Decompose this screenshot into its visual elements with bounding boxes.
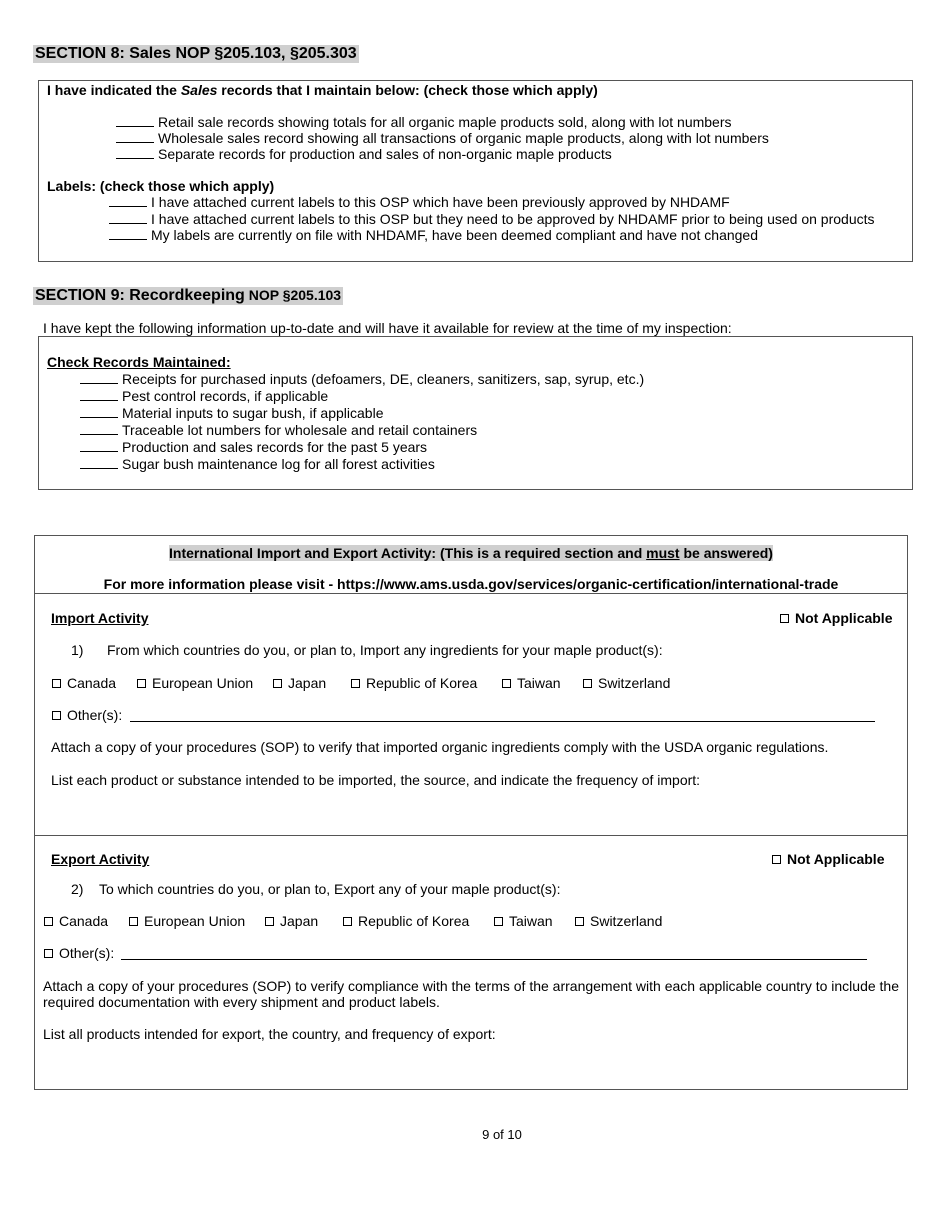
intl-info-link[interactable]: For more information please visit - https://www.ams.usda.gov/services/organic-certification/international-trade [103, 576, 839, 592]
export-not-applicable[interactable]: Not Applicable [772, 851, 885, 868]
checkbox[interactable] [494, 917, 503, 926]
sales-item[interactable]: Retail sale records showing totals for all organic maple products sold, along with lot numbers [116, 114, 732, 131]
export-country-japan[interactable]: Japan [265, 913, 318, 929]
checkbox[interactable] [343, 917, 352, 926]
import-title: Import Activity [51, 610, 149, 626]
import-country-korea[interactable]: Republic of Korea [351, 675, 477, 691]
import-other-field[interactable] [130, 721, 875, 722]
record-item[interactable]: Receipts for purchased inputs (defoamers, DE, cleaners, sanitizers, sap, syrup, etc.) [80, 371, 644, 388]
import-sop: Attach a copy of your procedures (SOP) to verify that imported organic ingredients comply with the USDA organic regulations. [51, 739, 829, 755]
import-country-taiwan[interactable]: Taiwan [502, 675, 561, 691]
section-9-box [38, 336, 913, 490]
page-number: 9 of 10 [482, 1127, 522, 1142]
checkbox[interactable] [351, 679, 360, 688]
record-item[interactable]: Traceable lot numbers for wholesale and retail containers [80, 422, 477, 439]
export-country-eu[interactable]: European Union [129, 913, 245, 929]
check-blank[interactable] [80, 371, 118, 384]
records-heading: Check Records Maintained: [47, 354, 231, 370]
import-country-eu[interactable]: European Union [137, 675, 253, 691]
export-sop-line2: required documentation with every shipment and product labels. [43, 994, 440, 1010]
checkbox[interactable] [575, 917, 584, 926]
check-blank[interactable] [116, 130, 154, 143]
record-item[interactable]: Production and sales records for the past 5 years [80, 439, 427, 456]
import-list-prompt: List each product or substance intended to be imported, the source, and indicate the frequency of import: [51, 772, 701, 788]
checkbox[interactable] [583, 679, 592, 688]
label-item[interactable]: I have attached current labels to this OSP but they need to be approved by NHDAMF prior to being used on products [109, 211, 875, 228]
record-item[interactable]: Sugar bush maintenance log for all forest activities [80, 456, 435, 473]
checkbox[interactable] [772, 855, 781, 864]
import-country-canada[interactable]: Canada [52, 675, 116, 691]
import-question: From which countries do you, or plan to, Import any ingredients for your maple product(s): [107, 642, 663, 658]
check-blank[interactable] [80, 405, 118, 418]
checkbox[interactable] [273, 679, 282, 688]
section-8-title: SECTION 8: Sales NOP §205.103, §205.303 [35, 45, 357, 62]
check-blank[interactable] [109, 211, 147, 224]
check-blank[interactable] [80, 439, 118, 452]
import-other[interactable]: Other(s): [52, 707, 122, 723]
section-8-box [38, 80, 913, 262]
record-item[interactable]: Material inputs to sugar bush, if applicable [80, 405, 383, 422]
checkbox[interactable] [52, 679, 61, 688]
divider [34, 835, 908, 836]
label-item[interactable]: My labels are currently on file with NHDAMF, have been deemed compliant and have not changed [109, 227, 758, 244]
check-blank[interactable] [109, 194, 147, 207]
import-country-switzerland[interactable]: Switzerland [583, 675, 670, 691]
export-country-korea[interactable]: Republic of Korea [343, 913, 469, 929]
import-question-number: 1) [71, 642, 84, 658]
export-country-taiwan[interactable]: Taiwan [494, 913, 553, 929]
section-9-title: SECTION 9: Recordkeeping NOP §205.103 [35, 287, 342, 304]
check-blank[interactable] [80, 422, 118, 435]
check-blank[interactable] [109, 227, 147, 240]
checkbox[interactable] [502, 679, 511, 688]
checkbox[interactable] [44, 949, 53, 958]
checkbox[interactable] [137, 679, 146, 688]
label-item[interactable]: I have attached current labels to this OSP which have been previously approved by NHDAMF [109, 194, 730, 211]
sales-item[interactable]: Wholesale sales record showing all transactions of organic maple products, along with lot numbers [116, 130, 769, 147]
export-other-field[interactable] [121, 959, 867, 960]
export-question: To which countries do you, or plan to, Export any of your maple product(s): [99, 881, 561, 897]
labels-heading: Labels: (check those which apply) [47, 178, 275, 194]
record-item[interactable]: Pest control records, if applicable [80, 388, 328, 405]
divider [34, 593, 908, 594]
export-country-canada[interactable]: Canada [44, 913, 108, 929]
check-blank[interactable] [116, 146, 154, 159]
export-other[interactable]: Other(s): [44, 945, 114, 961]
checkbox[interactable] [52, 711, 61, 720]
intl-heading: International Import and Export Activity: (This is a required section and must be answered) [169, 545, 773, 561]
sales-item[interactable]: Separate records for production and sales of non-organic maple products [116, 146, 612, 163]
checkbox[interactable] [129, 917, 138, 926]
export-title: Export Activity [51, 851, 150, 867]
import-country-japan[interactable]: Japan [273, 675, 326, 691]
import-not-applicable[interactable]: Not Applicable [780, 610, 893, 627]
check-blank[interactable] [80, 388, 118, 401]
export-question-number: 2) [71, 881, 84, 897]
sales-intro: I have indicated the Sales records that I maintain below: (check those which apply) [47, 82, 598, 98]
check-blank[interactable] [116, 114, 154, 127]
export-list-prompt: List all products intended for export, the country, and frequency of export: [43, 1026, 496, 1042]
checkbox[interactable] [44, 917, 53, 926]
export-country-switzerland[interactable]: Switzerland [575, 913, 662, 929]
section-9-intro: I have kept the following information up-to-date and will have it available for review at the time of my inspection: [43, 320, 732, 336]
checkbox[interactable] [780, 614, 789, 623]
checkbox[interactable] [265, 917, 274, 926]
export-sop-line1: Attach a copy of your procedures (SOP) to verify compliance with the terms of the arrangement with each applicable country to include the [43, 978, 899, 994]
check-blank[interactable] [80, 456, 118, 469]
